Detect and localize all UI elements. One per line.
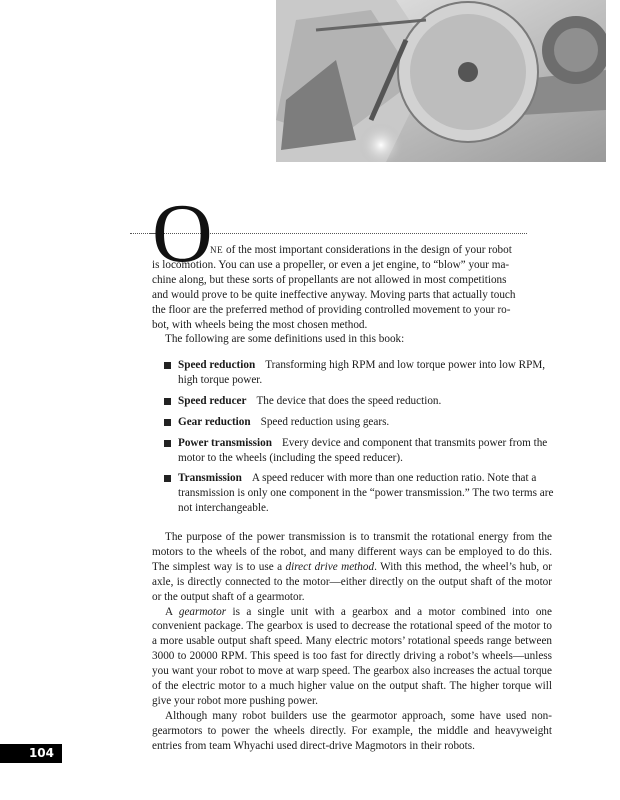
bullet-icon	[164, 440, 171, 447]
definition-list	[164, 358, 564, 522]
intro-line-6: bot, with wheels being the most chosen method.	[152, 318, 368, 331]
header-photo	[276, 0, 606, 162]
body-p2-emphasis: gearmotor	[178, 605, 227, 618]
bullet-icon	[164, 419, 171, 426]
definition-term: Power transmission	[178, 436, 272, 449]
intro-paragraph	[152, 243, 552, 347]
definitions-intro: The following are some definitions used in this book:	[165, 333, 405, 346]
list-item	[164, 358, 564, 388]
body-p1-a: The purpose of the power transmission is to transmit the rotational energy from the motors to the wheels of the robot, and many different ways can be employed to do this. The simplest way is to use a	[152, 531, 552, 573]
list-item	[164, 471, 564, 516]
intro-line-3: chine along, but these sorts of propellants are not allowed in most competitions	[152, 273, 507, 286]
definition-text: Every device and component that transmits power from the motor to the wheels (including the speed reducer).	[178, 436, 548, 464]
body-p1-b: . With this method, the wheel’s hub, or axle, is directly connected to the motor—either directly on the output shaft of the motor or the output shaft of a gearmotor.	[152, 560, 552, 603]
definition-term: Speed reduction	[178, 359, 256, 371]
intro-line-5: the floor are the preferred method of providing controlled movement to your ro-	[152, 303, 511, 316]
intro-lead-caps: NE	[210, 245, 224, 255]
body-p1-emphasis: direct drive method	[285, 560, 375, 573]
intro-line-4: and would prove to be quite ineffective anyway. Moving parts that actually touch	[152, 288, 516, 301]
body-p2-b: is a single unit with a gearbox and a motor combined into one convenient package. The gearbox is used to decrease the rotational speed of the motor to a more usable output shaft speed. Many electric motors’ rotational speeds range between 3000 to 20000 RPM. This speed is too fast for directly driving a robot’s wheels—unless you want your robot to move at warp speed. The gearbox also increases the actual torque of the electric motor to a much higher value on the output shaft. The higher torque will give your robot more pushing power.	[152, 605, 552, 707]
page-number: 104	[28, 746, 54, 760]
bullet-icon	[164, 362, 171, 369]
list-item	[164, 394, 564, 409]
body-paragraph-2	[152, 605, 552, 709]
body-p2-a: A	[165, 605, 179, 618]
definition-term: Transmission	[178, 472, 242, 485]
definition-text: A speed reducer with more than one reduction ratio. Note that a transmission is only one component in the “power transmission.” The two terms are not interchangeable.	[178, 472, 554, 515]
intro-line-1: of the most important considerations in the design of your robot	[226, 244, 512, 256]
list-item	[164, 415, 564, 430]
definition-term: Speed reducer	[178, 394, 247, 407]
body-paragraph-3: Although many robot builders use the gearmotor approach, some have used non-gearmotors to power the wheels directly. For example, the middle and heavyweight entries from team Whyachi used direct-drive Magmotors in their robots.	[152, 709, 552, 752]
drop-cap: O	[152, 187, 213, 280]
definition-term: Gear reduction	[178, 415, 251, 428]
definition-text: The device that does the speed reduction.	[256, 394, 442, 407]
intro-first-line	[152, 243, 552, 258]
definition-text: Transforming high RPM and low torque power into low RPM, high torque power.	[178, 359, 546, 386]
bullet-icon	[164, 398, 171, 405]
body-paragraph-1	[152, 530, 552, 605]
definition-text: Speed reduction using gears.	[260, 415, 390, 428]
list-item	[164, 436, 564, 466]
page-number-tab	[0, 744, 62, 763]
intro-line-2: is locomotion. You can use a propeller, or even a jet engine, to “blow” your ma-	[152, 258, 510, 271]
body-text	[152, 530, 552, 754]
saw-blade-robot-photo-icon	[276, 0, 606, 162]
bullet-icon	[164, 475, 171, 482]
